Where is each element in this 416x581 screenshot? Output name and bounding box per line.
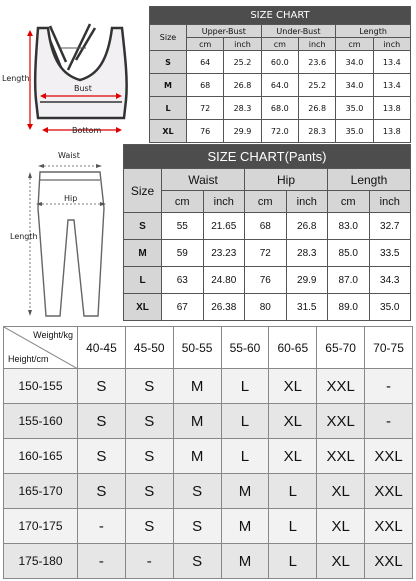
pants-chart-title: SIZE CHART(Pants): [124, 145, 411, 169]
value-cell: 32.7: [369, 213, 411, 240]
size-cell: S: [124, 213, 162, 240]
value-cell: 68.0: [261, 97, 298, 120]
value-cell: 72: [187, 97, 224, 120]
value-cell: 76: [245, 267, 287, 294]
size-cell: XL: [317, 544, 365, 579]
size-cell: S: [173, 509, 221, 544]
value-cell: 26.8: [298, 97, 335, 120]
size-cell: M: [173, 369, 221, 404]
length-label: Length: [2, 74, 30, 83]
value-cell: 26.38: [203, 294, 245, 321]
value-cell: 83.0: [328, 213, 370, 240]
size-cell: S: [78, 474, 126, 509]
height-range-cell: 175-180: [4, 544, 78, 579]
size-cell: L: [269, 544, 317, 579]
size-cell: XXL: [317, 439, 365, 474]
pants-size-header: Size: [124, 169, 162, 213]
size-cell: XXL: [317, 369, 365, 404]
corner-header: [4, 327, 78, 369]
value-cell: 26.8: [286, 213, 328, 240]
pants-unit-header: inch: [286, 191, 328, 213]
size-cell: S: [125, 369, 173, 404]
bra-chart-title: SIZE CHART: [150, 7, 411, 25]
value-cell: 21.65: [203, 213, 245, 240]
size-cell: S: [78, 369, 126, 404]
size-cell: XL: [317, 509, 365, 544]
value-cell: 55: [162, 213, 204, 240]
size-cell: L: [221, 439, 269, 474]
size-cell: M: [221, 474, 269, 509]
pants-group-header: Length: [328, 169, 411, 191]
value-cell: 80: [245, 294, 287, 321]
value-cell: 64: [187, 51, 224, 74]
weight-range-header: 50-55: [173, 327, 221, 369]
size-cell: S: [125, 509, 173, 544]
value-cell: 63: [162, 267, 204, 294]
value-cell: 28.3: [224, 97, 261, 120]
pants-size-chart: [123, 144, 411, 321]
value-cell: 72.0: [261, 120, 298, 143]
value-cell: 35.0: [369, 294, 411, 321]
pants-length-label: Length: [10, 232, 38, 241]
value-cell: 67: [162, 294, 204, 321]
size-cell: L: [150, 97, 187, 120]
table-row: [124, 240, 411, 267]
table-row: [150, 51, 411, 74]
bra-diagram: [0, 0, 140, 140]
size-cell: XL: [124, 294, 162, 321]
weight-header: Weight/kg: [33, 330, 73, 340]
size-cell: S: [78, 439, 126, 474]
height-range-cell: 165-170: [4, 474, 78, 509]
value-cell: 26.8: [224, 74, 261, 97]
bra-group-header: Length: [336, 25, 411, 38]
table-row: [150, 74, 411, 97]
pants-unit-header: cm: [162, 191, 204, 213]
size-cell: M: [173, 404, 221, 439]
table-row: [150, 97, 411, 120]
size-cell: XXL: [317, 404, 365, 439]
pants-unit-header: cm: [328, 191, 370, 213]
value-cell: 34.0: [336, 51, 373, 74]
bra-group-header: Upper-Bust: [187, 25, 262, 38]
table-row: [4, 439, 413, 474]
table-row: [4, 474, 413, 509]
table-row: [4, 404, 413, 439]
value-cell: 25.2: [298, 74, 335, 97]
size-cell: XXL: [365, 474, 413, 509]
size-cell: L: [221, 404, 269, 439]
size-cell: -: [78, 509, 126, 544]
value-cell: 23.6: [298, 51, 335, 74]
size-cell: -: [365, 369, 413, 404]
size-cell: S: [173, 474, 221, 509]
value-cell: 24.80: [203, 267, 245, 294]
hip-label: Hip: [64, 194, 78, 203]
pants-group-header: Hip: [245, 169, 328, 191]
bra-outline-illustration: [0, 0, 140, 140]
size-cell: XL: [269, 439, 317, 474]
value-cell: 23.23: [203, 240, 245, 267]
size-cell: XL: [269, 404, 317, 439]
pants-unit-header: inch: [369, 191, 411, 213]
table-row: [4, 369, 413, 404]
size-cell: S: [125, 439, 173, 474]
value-cell: 29.9: [224, 120, 261, 143]
bust-label: Bust: [74, 84, 92, 93]
size-cell: L: [269, 509, 317, 544]
size-cell: S: [173, 544, 221, 579]
value-cell: 60.0: [261, 51, 298, 74]
value-cell: 68: [245, 213, 287, 240]
size-cell: M: [221, 544, 269, 579]
value-cell: 89.0: [328, 294, 370, 321]
height-range-cell: 160-165: [4, 439, 78, 474]
bra-unit-header: inch: [224, 38, 261, 51]
bra-group-header: Under-Bust: [261, 25, 336, 38]
value-cell: 13.8: [373, 97, 410, 120]
value-cell: 64.0: [261, 74, 298, 97]
bra-unit-header: inch: [373, 38, 410, 51]
size-cell: M: [150, 74, 187, 97]
value-cell: 34.0: [336, 74, 373, 97]
value-cell: 85.0: [328, 240, 370, 267]
size-cell: XXL: [365, 544, 413, 579]
size-cell: M: [173, 439, 221, 474]
value-cell: 68: [187, 74, 224, 97]
value-cell: 28.3: [298, 120, 335, 143]
size-cell: S: [125, 404, 173, 439]
bra-unit-header: inch: [298, 38, 335, 51]
value-cell: 33.5: [369, 240, 411, 267]
pants-unit-header: inch: [203, 191, 245, 213]
weight-range-header: 60-65: [269, 327, 317, 369]
value-cell: 13.4: [373, 74, 410, 97]
size-cell: M: [221, 509, 269, 544]
table-row: [124, 267, 411, 294]
bra-unit-header: cm: [187, 38, 224, 51]
bra-unit-header: cm: [336, 38, 373, 51]
size-cell: XL: [150, 120, 187, 143]
size-cell: XL: [269, 369, 317, 404]
size-cell: L: [124, 267, 162, 294]
height-range-cell: 155-160: [4, 404, 78, 439]
value-cell: 87.0: [328, 267, 370, 294]
size-cell: S: [125, 474, 173, 509]
weight-range-header: 45-50: [125, 327, 173, 369]
value-cell: 29.9: [286, 267, 328, 294]
height-range-cell: 150-155: [4, 369, 78, 404]
value-cell: 13.4: [373, 51, 410, 74]
size-cell: -: [78, 544, 126, 579]
value-cell: 72: [245, 240, 287, 267]
size-cell: XXL: [365, 509, 413, 544]
value-cell: 35.0: [336, 97, 373, 120]
bra-unit-header: cm: [261, 38, 298, 51]
table-row: [124, 213, 411, 240]
value-cell: 31.5: [286, 294, 328, 321]
value-cell: 28.3: [286, 240, 328, 267]
table-row: [4, 509, 413, 544]
height-range-cell: 170-175: [4, 509, 78, 544]
table-row: [150, 120, 411, 143]
size-cell: S: [78, 404, 126, 439]
value-cell: 13.8: [373, 120, 410, 143]
pants-group-header: Waist: [162, 169, 245, 191]
size-cell: -: [125, 544, 173, 579]
waist-label: Waist: [58, 151, 80, 160]
value-cell: 25.2: [224, 51, 261, 74]
size-cell: -: [365, 404, 413, 439]
size-cell: M: [124, 240, 162, 267]
size-cell: L: [221, 369, 269, 404]
value-cell: 35.0: [336, 120, 373, 143]
weight-range-header: 40-45: [78, 327, 126, 369]
weight-range-header: 65-70: [317, 327, 365, 369]
pants-diagram: [0, 148, 122, 323]
height-weight-chart: [3, 326, 413, 579]
value-cell: 59: [162, 240, 204, 267]
pants-unit-header: cm: [245, 191, 287, 213]
bra-size-chart: [149, 6, 411, 143]
size-cell: XXL: [365, 439, 413, 474]
weight-range-header: 55-60: [221, 327, 269, 369]
bottom-label: Bottom: [72, 126, 102, 135]
bra-size-header: Size: [150, 25, 187, 51]
table-row: [124, 294, 411, 321]
table-row: [4, 544, 413, 579]
value-cell: 34.3: [369, 267, 411, 294]
size-cell: L: [269, 474, 317, 509]
value-cell: 76: [187, 120, 224, 143]
height-header: Height/cm: [8, 354, 49, 364]
size-cell: XL: [317, 474, 365, 509]
weight-range-header: 70-75: [365, 327, 413, 369]
size-cell: S: [150, 51, 187, 74]
